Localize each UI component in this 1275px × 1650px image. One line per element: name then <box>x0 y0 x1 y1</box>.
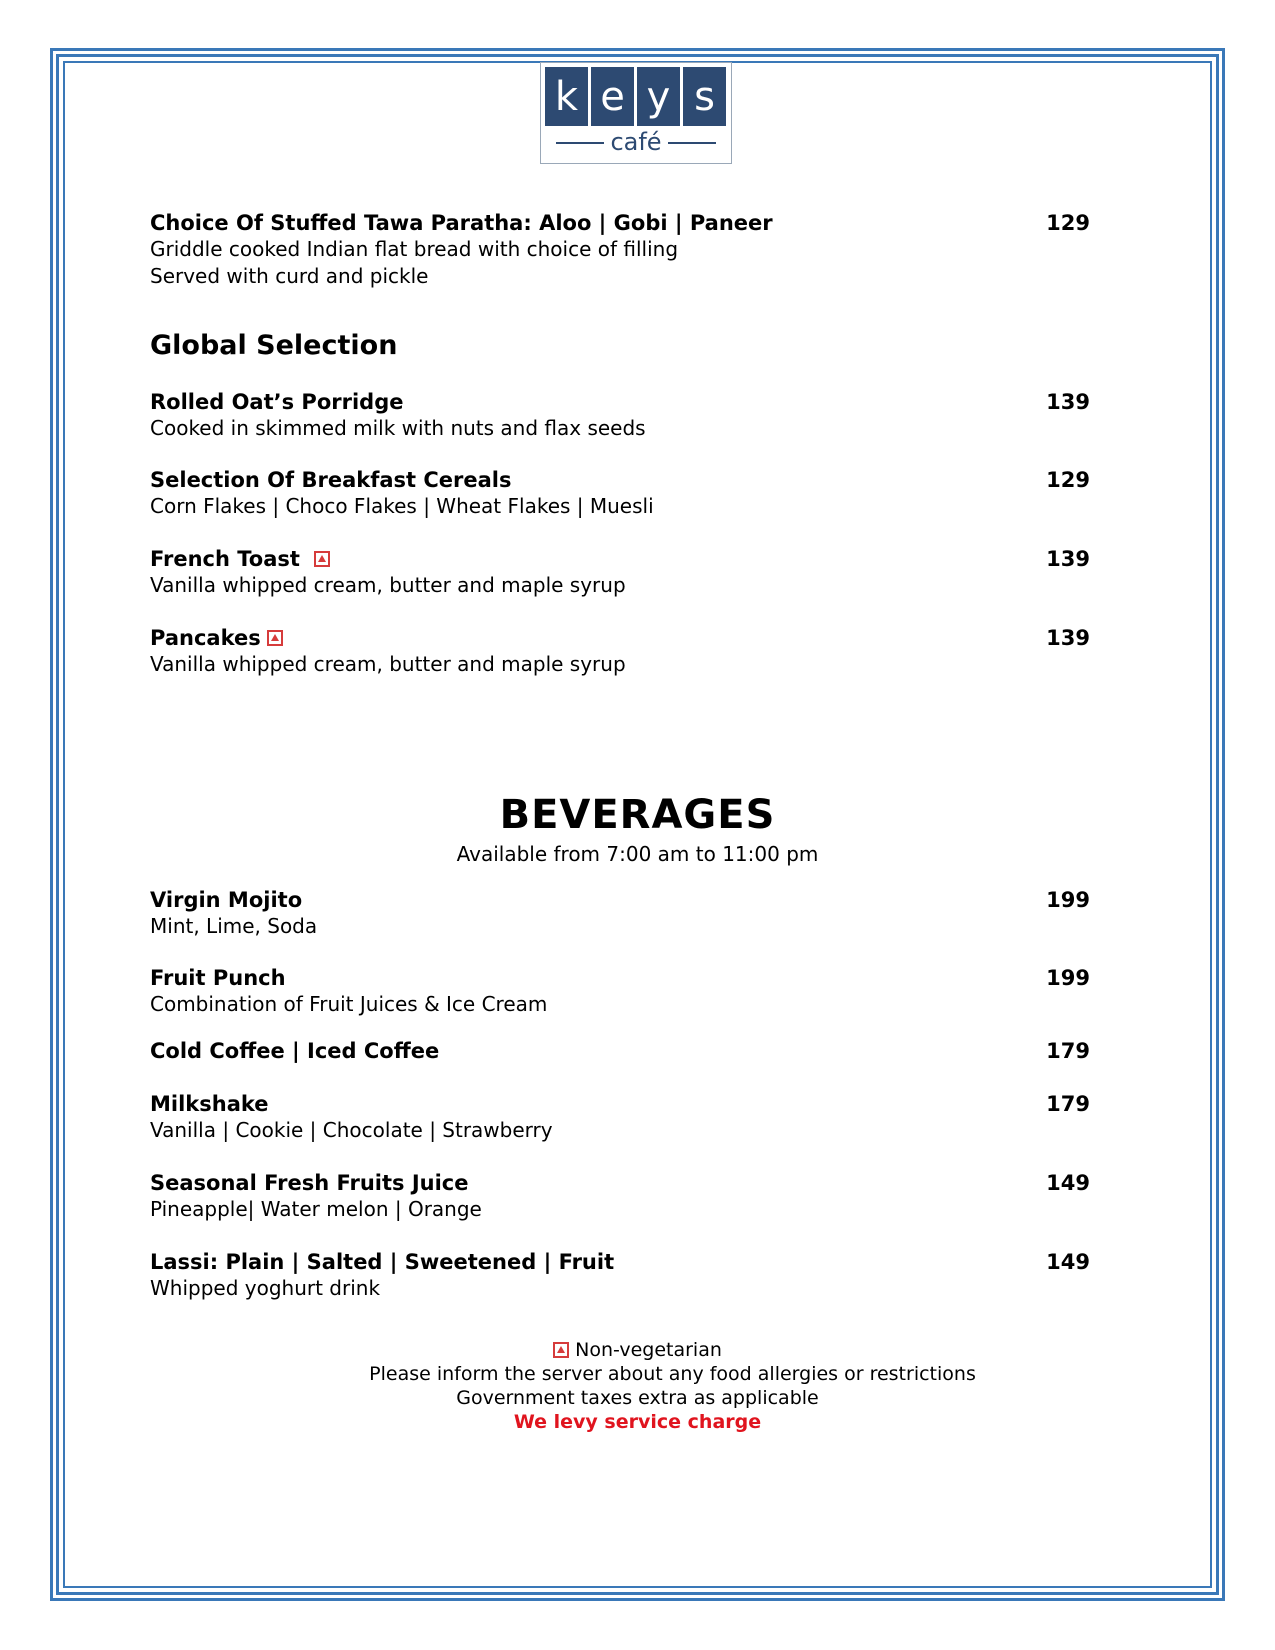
logo-letter: s <box>683 67 726 126</box>
menu-item-porridge <box>150 389 1090 442</box>
item-desc: Cooked in skimmed milk with nuts and flax seeds <box>150 416 646 440</box>
logo-letter: k <box>545 67 588 126</box>
menu-item-milkshake <box>150 1091 1090 1144</box>
item-desc: Vanilla whipped cream, butter and maple syrup <box>150 573 626 597</box>
item-name: Lassi: Plain | Salted | Sweetened | Fruit <box>150 1250 615 1274</box>
item-price: 149 <box>1046 1250 1090 1274</box>
item-desc: Combination of Fruit Juices & Ice Cream <box>150 992 548 1016</box>
keys-cafe-logo <box>540 62 732 164</box>
item-desc: Pineapple| Water melon | Orange <box>150 1197 482 1221</box>
menu-item-cold-coffee <box>150 1038 1090 1064</box>
item-name-row <box>150 546 1090 572</box>
item-desc: Mint, Lime, Soda <box>150 914 318 938</box>
beverages-title: BEVERAGES <box>499 792 776 838</box>
menu-item-virgin-mojito <box>150 887 1090 940</box>
item-name: Choice Of Stuffed Tawa Paratha: Aloo | Gobi | Paneer <box>150 211 773 235</box>
item-price: 129 <box>1046 468 1090 492</box>
tax-note: Government taxes extra as applicable <box>456 1387 819 1409</box>
menu-item-cereals <box>150 467 1090 520</box>
item-price: 149 <box>1046 1171 1090 1195</box>
item-price: 129 <box>1046 211 1090 235</box>
item-price: 139 <box>1046 547 1090 571</box>
item-name: Pancakes <box>150 626 261 650</box>
beverages-subtitle: Available from 7:00 am to 11:00 pm <box>456 842 819 866</box>
service-charge-note: We levy service charge <box>513 1411 762 1433</box>
logo-cafe-line <box>541 128 731 156</box>
item-name: Fruit Punch <box>150 966 286 990</box>
item-price: 199 <box>1046 888 1090 912</box>
menu-item-paratha <box>150 210 1090 290</box>
item-desc: Whipped yoghurt drink <box>150 1276 381 1300</box>
item-desc: Corn Flakes | Choco Flakes | Wheat Flakes | Muesli <box>150 494 654 518</box>
logo-cafe-text: café <box>610 128 662 156</box>
menu-item-fruit-punch <box>150 965 1090 1018</box>
logo-letter: e <box>591 67 634 126</box>
logo-rule-left <box>556 142 604 144</box>
legend-text: Non-vegetarian <box>575 1339 722 1361</box>
menu-item-pancakes <box>150 625 1090 678</box>
non-veg-icon <box>267 630 283 646</box>
item-name: French Toast <box>150 547 300 571</box>
item-price: 179 <box>1046 1092 1090 1116</box>
non-veg-icon <box>553 1342 569 1358</box>
item-name: Rolled Oat’s Porridge <box>150 390 404 414</box>
menu-item-fruit-juice <box>150 1170 1090 1223</box>
item-name: Virgin Mojito <box>150 888 303 912</box>
item-price: 139 <box>1046 626 1090 650</box>
item-price: 179 <box>1046 1039 1090 1063</box>
item-price: 199 <box>1046 966 1090 990</box>
section-title-global: Global Selection <box>150 330 398 361</box>
item-name: Seasonal Fresh Fruits Juice <box>150 1171 469 1195</box>
item-name: Milkshake <box>150 1092 269 1116</box>
non-veg-icon <box>314 551 330 567</box>
menu-item-french-toast <box>150 546 1090 599</box>
item-desc: Griddle cooked Indian flat bread with choice of filling <box>150 237 679 261</box>
item-name: Selection Of Breakfast Cereals <box>150 468 512 492</box>
allergy-note: Please inform the server about any food allergies or restrictions <box>369 1363 976 1385</box>
logo-letter: y <box>637 67 680 126</box>
item-name-row <box>150 625 1090 651</box>
logo-letters <box>545 67 727 126</box>
legend-non-veg <box>0 1339 1275 1361</box>
menu-item-lassi <box>150 1249 1090 1302</box>
item-name: Cold Coffee | Iced Coffee <box>150 1039 440 1063</box>
item-desc: Served with curd and pickle <box>150 264 429 288</box>
item-price: 139 <box>1046 390 1090 414</box>
item-desc: Vanilla whipped cream, butter and maple syrup <box>150 652 626 676</box>
item-desc: Vanilla | Cookie | Chocolate | Strawberry <box>150 1118 553 1142</box>
logo-rule-right <box>668 142 716 144</box>
